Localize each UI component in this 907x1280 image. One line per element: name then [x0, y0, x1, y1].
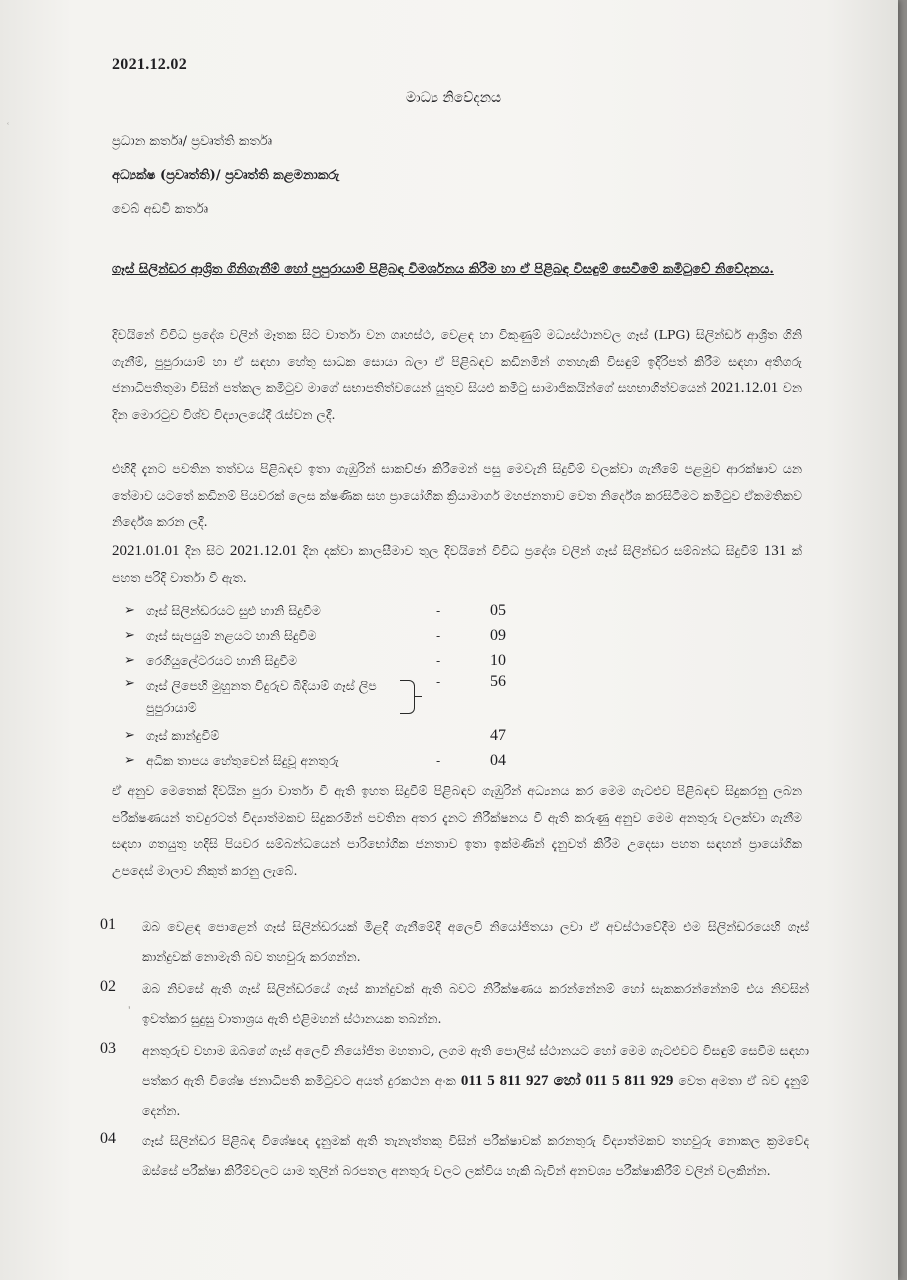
- discussion-paragraph: එහිදී දැනට පවතින තත්වය පිළිබඳව ඉතා ගැඹුරින් සාකච්ඡා කිරීමෙන් පසු මෙවැනි සිදුවීම් වලක්වා ගැනීමේ පළමුව ආරක්ෂාව යන තේමාව යටතේ කඩිනම් පියවරක් ලෙස ක්ෂණික සහ ප්‍රායෝගික ක්‍රියාමාර්ග මහජනතාව වෙත නිර්දේශ කරසිටීමට කමිටුව ඒකමතිකව නිර්දේශ කරන ලදී.: [112, 461, 802, 529]
- meeting-date: 2021.12.01: [710, 380, 779, 396]
- statistics-paragraph: [112, 538, 802, 591]
- incident-label: ගෑස් කාන්දුවීම්: [146, 728, 220, 743]
- incident-label: ගෑස් සැපයුම් නළයට හානි සිදුවීම: [146, 628, 317, 643]
- phone-number-1: 011 5 811 927: [460, 1073, 549, 1089]
- grouping-brace-tick: [414, 696, 422, 697]
- arrow-bullet-icon: ➢: [124, 728, 135, 743]
- advice-text-b: වෙත අමතා ඒ බව දැනුම් දෙන්න.: [142, 1073, 809, 1118]
- document-title: මාධ්‍ය නිවේදනය: [405, 90, 502, 106]
- incident-dash: -: [436, 653, 441, 668]
- incident-count: 05: [490, 602, 506, 619]
- advice-number: 01: [100, 916, 116, 933]
- incident-count: 47: [490, 727, 506, 744]
- incident-dash: -: [436, 753, 441, 768]
- subject-heading: ගෑස් සිලින්ඩර ආශ්‍රිත ගිනිගැනීම් හෝ පුපුරායාම් පිළිබඳ විමර්ශනය කිරීම හා ඒ පිළිබඳ විසඳුම් සෙවීමේ කමිටුවේ නිවේදනය.: [112, 262, 774, 277]
- intro-text-b: වන දින මොරටුව විශ්ව විද්‍යාලයේදී රැස්වන ලදී.: [112, 380, 802, 422]
- incident-dash: -: [436, 628, 441, 643]
- arrow-bullet-icon: ➢: [124, 653, 135, 668]
- stats-from-date: 2021.01.01: [112, 543, 180, 559]
- advice-number: 03: [100, 1040, 116, 1057]
- arrow-bullet-icon: ➢: [124, 753, 135, 768]
- addressee-2: අධ්‍යක්ෂ (ප්‍රවෘත්ති)/ ප්‍රවෘත්ති කළමනාකරු: [112, 168, 340, 183]
- incident-count: 09: [490, 627, 506, 644]
- stats-to-date: 2021.12.01: [229, 543, 298, 559]
- document-date: 2021.12.02: [112, 56, 187, 73]
- arrow-bullet-icon: ➢: [124, 628, 135, 643]
- incident-dash: -: [436, 603, 441, 618]
- incident-label: ගෑස් ලිපෙහි මුහුනත වීදුරුව බිදියාම් ගෑස් ලිප පුපුරායාම්: [146, 678, 377, 715]
- addressee-1: ප්‍රධාන කර්තෘ/ ප්‍රවෘත්ති කර්තෘ: [112, 134, 273, 149]
- incident-item: [124, 598, 544, 623]
- phone-separator: හෝ: [553, 1073, 581, 1089]
- incident-list: [124, 598, 544, 773]
- advice-number: 04: [100, 1130, 116, 1147]
- advice-text: ඔබ නිවසේ ඇති ගෑස් සිලින්ඩරයේ ගෑස් කාන්දුවක් ඇති බවට නිරීක්ෂණය කරන්නේනම් හෝ සැකකරන්නේනම් එය නිවසින් ඉවත්කර සුදුසු වාතාශ්‍රය ඇති එළිමහන් ස්ථානයක තබන්න.: [142, 981, 809, 1026]
- stats-count: 131: [763, 543, 787, 559]
- advice-text: ගෑස් සිලින්ඩර පිළිබඳ විශේෂඥ දැනුමක් ඇති තැනැත්තකු විසින් පරීක්ෂාවක් කරනතුරු විද්‍යාත්මකව තහවුරු නොකල ක්‍රමවේද ඔස්සේ පරීක්ෂා කිරීම්වලට යාම තුලින් බරපතල අනතුරු වලට ලක්විය හැකි බැවින් අනවශ්‍ය පරීක්ෂාකිරීම් වලින් වලකින්න.: [142, 1133, 809, 1178]
- arrow-bullet-icon: ➢: [124, 676, 135, 691]
- incident-item: [124, 723, 544, 748]
- advice-number: 02: [100, 978, 116, 995]
- scan-artifact-icon: ʿ: [6, 120, 10, 134]
- arrow-bullet-icon: ➢: [124, 603, 135, 618]
- incident-item: [124, 673, 544, 723]
- intro-paragraph: [112, 322, 802, 428]
- analysis-paragraph: ඒ අනුව මෙතෙක් දිවයින පුරා වාර්තා වී ඇති ඉහත සිදුවීම් පිළිබඳව ගැඹුරින් අධ්‍යනය කර මෙම ගැටළුව පිළිබඳව සිදුකරනු ලබන පරීක්ෂණයන් තවදුරටත් විද්‍යාත්මකව සිදුකරමින් පවතින අතර දැනට නිරීක්ෂනය වී ඇති කරුණු අනුව මෙම අනතුරු වලක්වා ගැනීම සඳහා ගතයුතු හදිසි පියවර සම්බන්ධයෙන් පාරිභෝගික ජනතාව ඉතා ඉක්මණින් දැනුවත් කිරීම උදෙසා පහත සඳහන් ප්‍රායෝගික උපදෙස් මාලාව නිකුත් කරනු ලැබේ.: [112, 783, 802, 878]
- scan-artifact-icon: ʼ: [128, 1004, 131, 1018]
- incident-count: 56: [490, 673, 506, 690]
- stats-text-c: ක් පහත පරිදි වාර්තා වී ඇත.: [112, 543, 802, 585]
- incident-count: 04: [490, 752, 506, 769]
- stats-text-b: දින දක්වා කාලසීමාව තුල දිවයිනේ විවිධ ප්‍රදේශ වලින් ගෑස් සිලින්ඩර සම්බන්ධ සිදුවීම්: [302, 543, 759, 558]
- advice-text-a: අනතුරුව වහාම ඔබගේ ගෑස් අලෙවි නියෝජිත මහතාට, ලගම ඇති පොලිස් ස්ථානයට හෝ මෙම ගැටළුවට විසඳුම් සෙවීම සඳහා පත්කර ඇති විශේෂ ජනාධිපති කමිටුවට අයත් දුරකථන අංක: [142, 1043, 809, 1088]
- incident-item: [124, 623, 544, 648]
- stats-text-a: දින සිට: [185, 543, 225, 558]
- advice-text: [142, 1036, 809, 1126]
- incident-label: රෙගියුලේටරයට හානි සිදුවීම: [146, 653, 298, 668]
- advice-text: ඔබ වෙළඳ පොළෙන් ගෑස් සිලින්ඩරයක් මිළදී ගැනීමේදී අලෙවි නියෝජිතයා ලවා ඒ අවස්ථාවේදීම එම සිලින්ඩරයෙහි ගෑස් කාන්දුවක් නොමැති බව තහවුරු කරගන්න.: [142, 919, 809, 964]
- incident-count: 10: [490, 652, 506, 669]
- grouping-brace: [400, 680, 415, 714]
- incident-label: ගෑස් සිලින්ඩරයට සුළු හානි සිදුවීම: [146, 603, 321, 618]
- incident-label: අධික තාපය හේතුවෙන් සිදුවූ අනතුරු: [146, 753, 339, 768]
- incident-item: [124, 748, 544, 773]
- addressee-3: වෙබ් අඩවි කර්තෘ: [112, 202, 208, 217]
- incident-dash: -: [436, 674, 441, 689]
- incident-item: [124, 648, 544, 673]
- intro-text-a: දිවයිනේ විවිධ ප්‍රදේශ වලින් මෑතක සිට වාර්තා වන ගෘහස්ථ, වෙළඳ හා විකුණුම් මධ්‍යස්ථානවල ගෑස් (LPG) සිලින්ඩර් ආශ්‍රිත ගිනි ගැනීම්, පුපුරායාම් හා ඒ සඳහා හේතු සාධක සොයා බලා ඒ පිළිබඳව කඩිනමින් ගතහැකි විසඳුම් ඉදිරිපත් කිරීම සඳහා අතිගරු ජනාධිපතිතුමා විසින් පත්කල කමිටුව මාගේ සභාපතිත්වයෙන් යුතුව සියළු කමිටු සාමාජිකයින්ගේ සහභාගිත්වයෙන්: [112, 327, 802, 395]
- phone-number-2: 011 5 811 929: [585, 1073, 674, 1089]
